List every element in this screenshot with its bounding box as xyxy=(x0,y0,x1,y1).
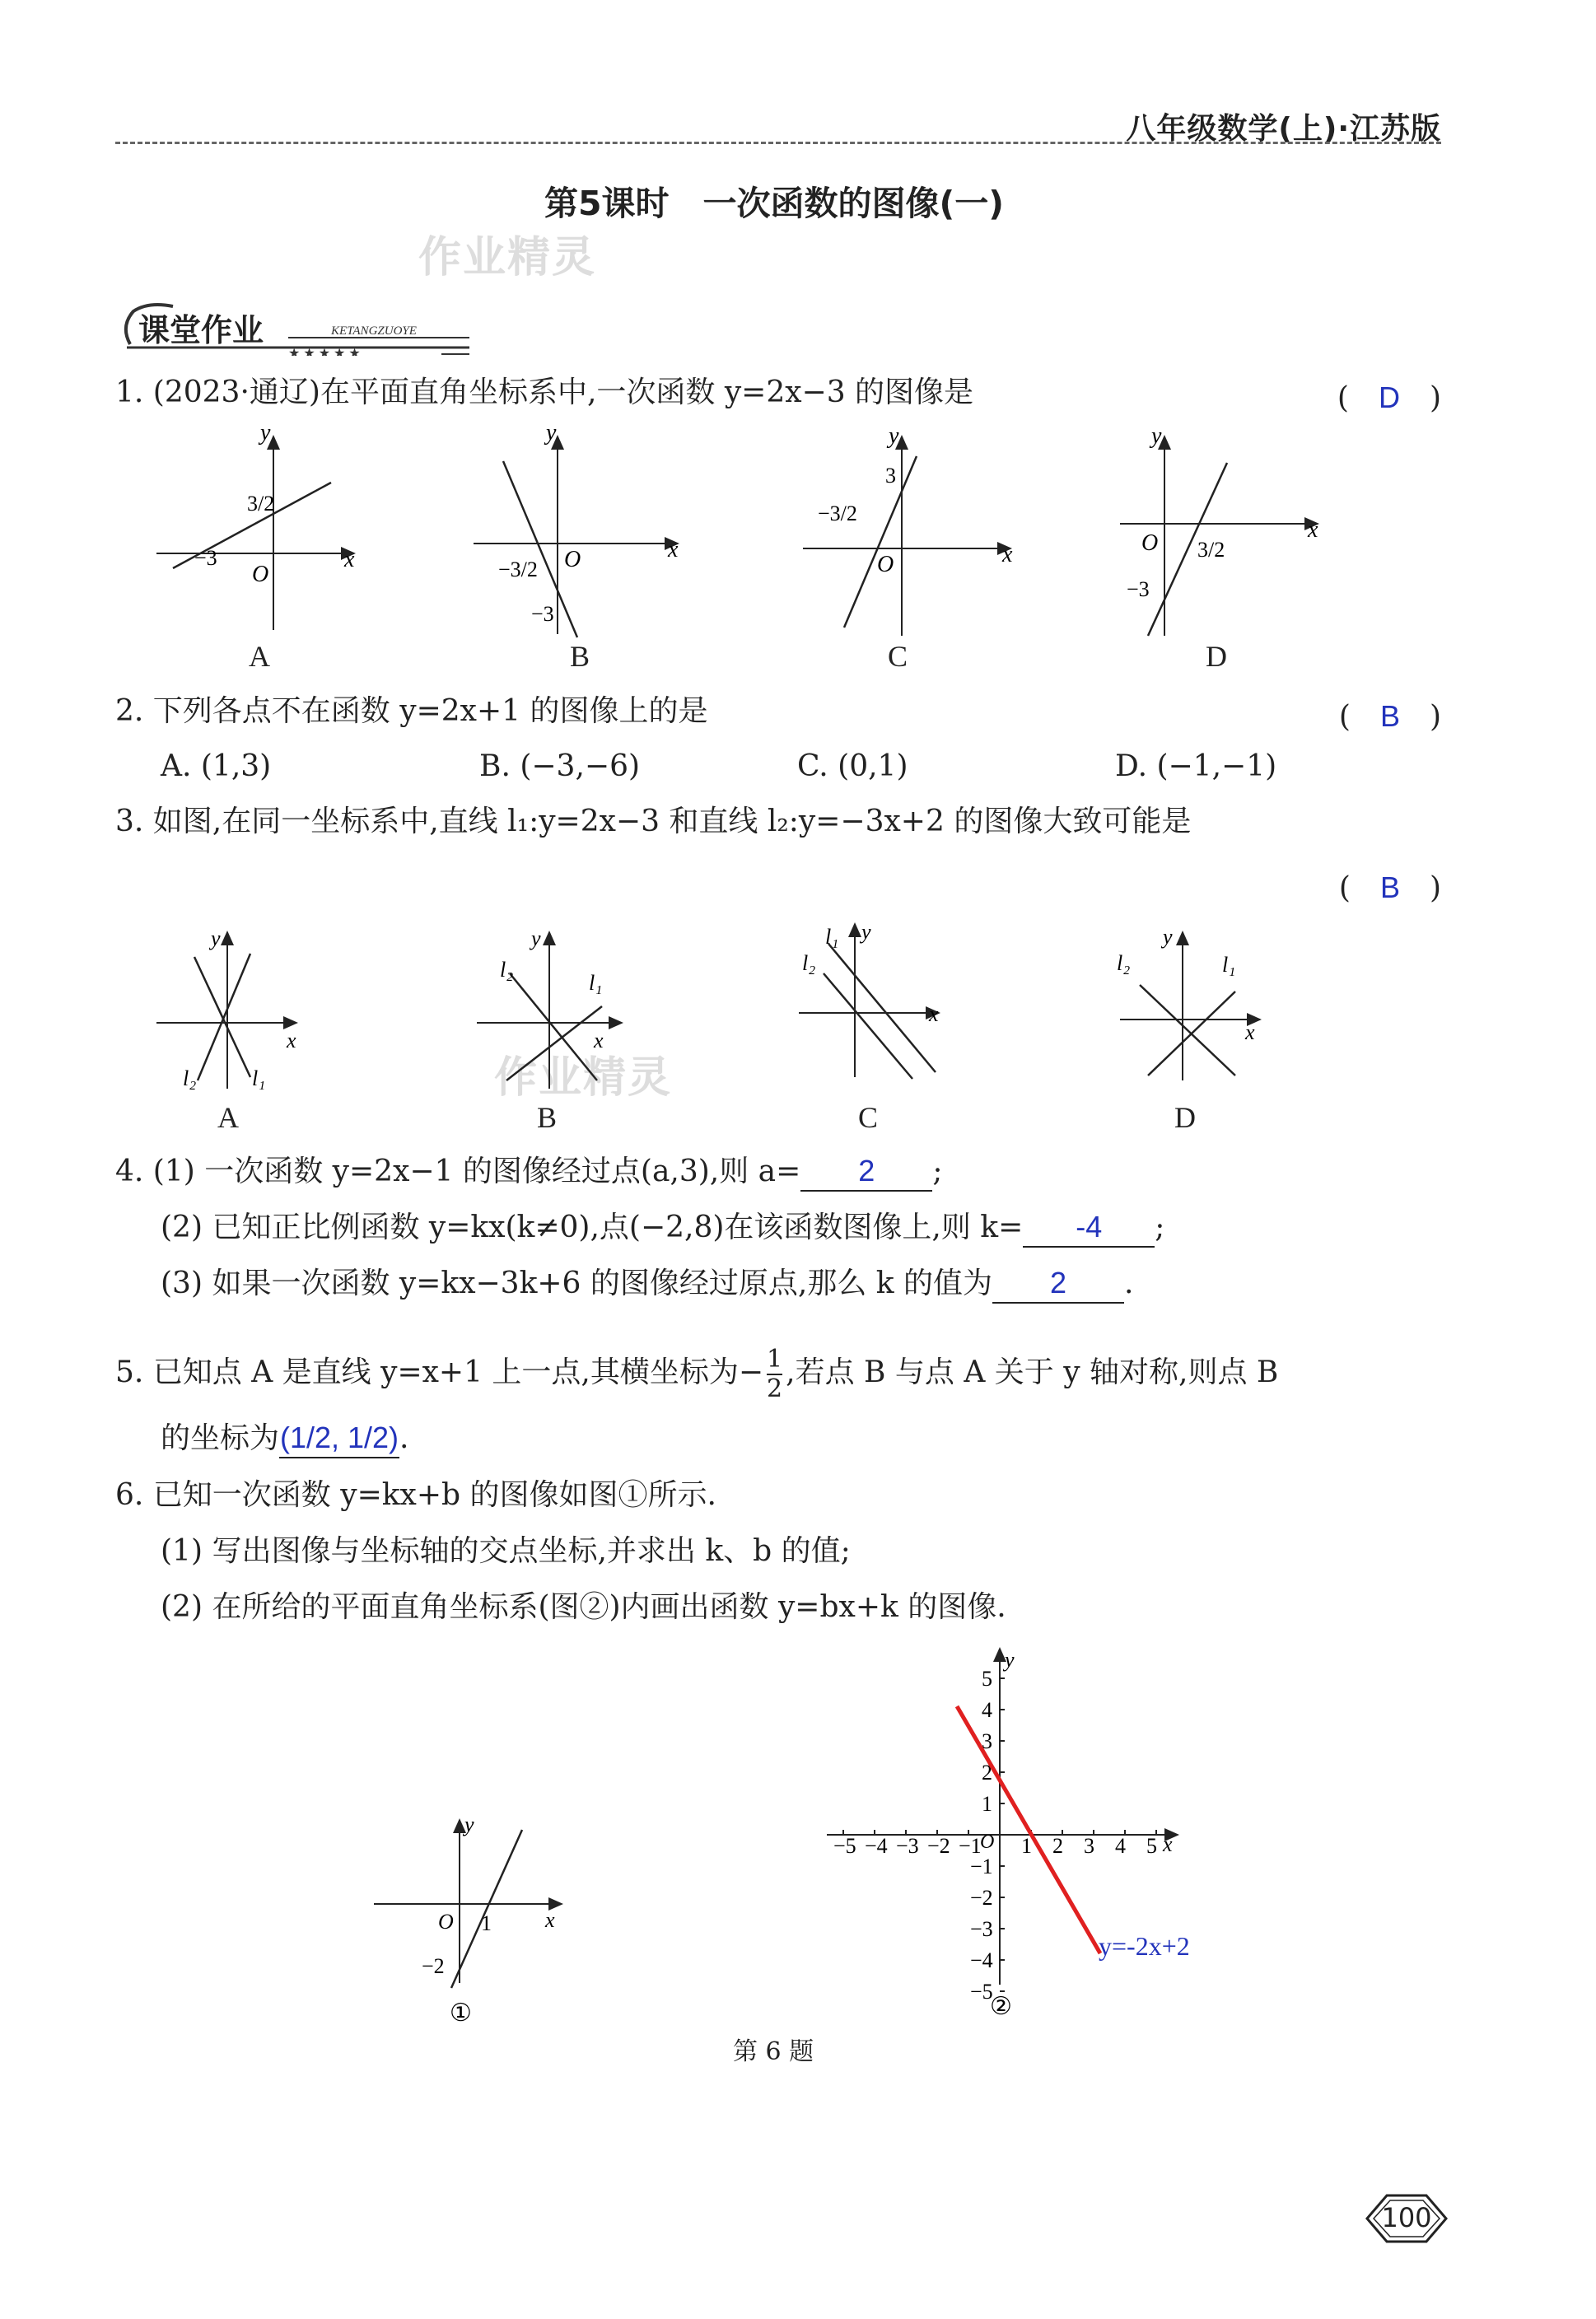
fig2-xtick: 5 xyxy=(1146,1834,1157,1858)
q3-text: 3. 如图,在同一坐标系中,直线 l₁:y=2x−3 和直线 l₂:y=−3x+2 的图像大致可能是 xyxy=(115,805,1192,838)
q4-part1: 4. (1) 一次函数 y=2x−1 的图像经过点(a,3),则 a= 2 ; xyxy=(115,1153,942,1192)
svg-text:x: x xyxy=(929,1002,939,1026)
q1-graph-a xyxy=(156,420,355,630)
fig2-ytick: −1 xyxy=(970,1855,993,1878)
watermark-2: 作业精灵 xyxy=(494,1053,673,1103)
section-sub: KETANGZUOYE xyxy=(331,324,417,338)
section-label: 课堂作业 xyxy=(138,312,264,348)
q6-figure-2 xyxy=(824,1639,1235,2042)
q4-answer3: 2 xyxy=(1050,1266,1067,1299)
svg-text:l₁: l₁ xyxy=(825,925,839,949)
svg-text:l₂: l₂ xyxy=(802,951,816,975)
fig2-xtick: 3 xyxy=(1084,1834,1094,1858)
figure-caption: 第 6 题 xyxy=(733,2037,814,2066)
svg-text:l₁: l₁ xyxy=(252,1066,266,1090)
fig2-ytick: 1 xyxy=(982,1792,992,1816)
svg-text:y: y xyxy=(1005,1648,1015,1672)
q1-text: 1. (2023·通辽)在平面直角坐标系中,一次函数 y=2x−3 的图像是 xyxy=(115,376,974,409)
q4-answer1: 2 xyxy=(858,1154,875,1187)
fig2-xtick: 2 xyxy=(1052,1834,1063,1858)
fig1-label: ① xyxy=(450,1999,472,2027)
q3-graph-c xyxy=(799,920,939,1079)
svg-text:y: y xyxy=(1151,423,1162,449)
q1-option-c: C xyxy=(888,640,908,673)
q3-answer: B xyxy=(1379,870,1400,904)
svg-text:l₂: l₂ xyxy=(183,1066,197,1090)
q1-graph-c xyxy=(803,423,1013,636)
svg-text:y: y xyxy=(889,423,899,449)
q5-answer: (1/2, 1/2) xyxy=(279,1421,399,1454)
q1-answer: D xyxy=(1378,380,1400,414)
q1-graph-b xyxy=(474,420,679,637)
fig2-ytick: 2 xyxy=(982,1761,992,1785)
handwritten-equation: y=-2x+2 xyxy=(1099,1931,1190,1961)
q1a-ytick: 3/2 xyxy=(247,492,275,516)
fig2-ytick: 4 xyxy=(982,1698,992,1722)
fig2-xtick: −3 xyxy=(896,1834,919,1858)
svg-text:3: 3 xyxy=(885,464,896,488)
q3-option-c: C xyxy=(858,1101,879,1134)
section-badge xyxy=(115,301,478,356)
svg-text:★ ★ ★ ★ ★: ★ ★ ★ ★ ★ xyxy=(288,347,361,356)
q5-line2: 的坐标为(1/2, 1/2). xyxy=(161,1420,408,1458)
svg-text:−3/2: −3/2 xyxy=(818,502,857,525)
q1a-xtick: −3 xyxy=(194,546,217,570)
fig2-xtick: −5 xyxy=(833,1834,856,1858)
book-header: 八年级数学(上)·江苏版 xyxy=(1126,112,1441,146)
q4-part3: (3) 如果一次函数 y=kx−3k+6 的图像经过原点,那么 k 的值为 2 . xyxy=(161,1265,1134,1304)
q3-option-a: A xyxy=(217,1101,239,1134)
fig2-ytick: −4 xyxy=(970,1948,993,1972)
q1-option-b: B xyxy=(570,640,590,673)
svg-text:−3/2: −3/2 xyxy=(498,558,538,581)
q1-option-a: A xyxy=(249,640,270,673)
svg-text:3/2: 3/2 xyxy=(1197,538,1225,562)
q6-text: 6. 已知一次函数 y=kx+b 的图像如图①所示. xyxy=(115,1478,716,1512)
q6-figure-1 xyxy=(369,1808,575,2039)
svg-text:−3: −3 xyxy=(531,602,554,626)
q1a-ylabel: y xyxy=(260,420,271,446)
q2-option-a: A. (1,3) xyxy=(161,749,272,783)
svg-text:x: x xyxy=(1163,1832,1173,1856)
fig1-xtick: 1 xyxy=(481,1911,492,1935)
q1-graphs xyxy=(148,420,1334,651)
drawn-line xyxy=(957,1706,1100,1953)
fig2-xtick: 4 xyxy=(1115,1834,1126,1858)
q2-text: 2. 下列各点不在函数 y=2x+1 的图像上的是 xyxy=(115,694,708,728)
page-title: 第5课时 一次函数的图像(一) xyxy=(544,184,1004,223)
svg-text:y: y xyxy=(211,926,221,950)
q1-option-d: D xyxy=(1206,640,1227,673)
q4-answer2: -4 xyxy=(1076,1210,1103,1243)
page-number-badge xyxy=(1357,2187,1456,2250)
svg-text:x: x xyxy=(1308,517,1318,543)
page-number: 100 xyxy=(1381,2202,1432,2233)
svg-text:l₂: l₂ xyxy=(500,958,514,982)
q2-option-c: C. (0,1) xyxy=(797,749,908,783)
fig2-xtick: −4 xyxy=(865,1834,888,1858)
svg-text:l₂: l₂ xyxy=(1117,951,1131,975)
svg-text:O: O xyxy=(877,552,894,577)
svg-text:O: O xyxy=(438,1910,454,1934)
q2-answer: B xyxy=(1379,699,1400,733)
header-divider xyxy=(115,142,1441,144)
svg-text:O: O xyxy=(1141,530,1159,556)
fig2-label: ② xyxy=(990,1993,1012,2020)
fig2-xtick: −2 xyxy=(927,1834,950,1858)
fig2-ytick: −2 xyxy=(970,1886,993,1910)
svg-text:l₁: l₁ xyxy=(1222,953,1236,977)
fig2-ytick: 5 xyxy=(982,1667,992,1691)
fig2-xtick: 1 xyxy=(1021,1834,1032,1858)
q3-graph-b xyxy=(477,926,622,1089)
q4-part2: (2) 已知正比例函数 y=kx(k≠0),点(−2,8)在该函数图像上,则 k= -4 ; xyxy=(161,1209,1164,1248)
svg-text:y: y xyxy=(861,920,871,944)
fig2-xtick: −1 xyxy=(959,1834,982,1858)
svg-text:−3: −3 xyxy=(1127,577,1150,601)
q1-graph-d xyxy=(1120,423,1318,636)
fig2-ytick: −5 xyxy=(970,1980,993,2004)
svg-text:y: y xyxy=(546,420,557,446)
q3-graph-a xyxy=(156,926,296,1090)
q3-graph-d xyxy=(1117,925,1260,1080)
q1a-xlabel: x xyxy=(344,547,355,572)
q3-option-d: D xyxy=(1174,1101,1196,1134)
q2-option-d: D. (−1,−1) xyxy=(1115,749,1277,783)
svg-text:x: x xyxy=(594,1029,604,1052)
q5-fraction: $\frac{1}{2}$ xyxy=(767,1345,783,1403)
fig1-ytick: −2 xyxy=(422,1954,445,1978)
q6-part2: (2) 在所给的平面直角坐标系(图②)内画出函数 y=bx+k 的图像. xyxy=(161,1590,1006,1624)
q6-part1: (1) 写出图像与坐标轴的交点坐标,并求出 k、b 的值; xyxy=(161,1534,851,1568)
svg-text:x: x xyxy=(1245,1020,1255,1044)
svg-text:y: y xyxy=(464,1813,474,1836)
svg-text:y: y xyxy=(531,926,541,950)
svg-text:x: x xyxy=(287,1029,296,1052)
q1a-origin: O xyxy=(252,562,269,587)
svg-text:x: x xyxy=(1002,542,1013,567)
svg-text:O: O xyxy=(564,547,581,572)
fig2-ytick: 3 xyxy=(982,1729,992,1753)
svg-text:O: O xyxy=(980,1831,995,1853)
watermark: 作业精灵 xyxy=(418,233,597,282)
q1-answer-box: ( D ) xyxy=(1337,380,1441,415)
svg-text:x: x xyxy=(545,1908,555,1932)
q3-answer-box: ( B ) xyxy=(1338,870,1441,905)
q5-line1: 5. 已知点 A 是直线 y=x+1 上一点,其横坐标为− $\frac{1}{2}$ ,若点 B 与点 A 关于 y 轴对称,则点 B xyxy=(115,1345,1279,1403)
q2-answer-box: ( B ) xyxy=(1338,699,1441,734)
q3-graphs xyxy=(148,916,1334,1105)
svg-text:x: x xyxy=(668,537,679,562)
q2-option-b: B. (−3,−6) xyxy=(479,749,641,783)
svg-text:y: y xyxy=(1163,925,1173,949)
svg-text:l₁: l₁ xyxy=(589,971,603,995)
q3-option-b: B xyxy=(537,1101,558,1134)
fig2-ytick: −3 xyxy=(970,1917,993,1941)
